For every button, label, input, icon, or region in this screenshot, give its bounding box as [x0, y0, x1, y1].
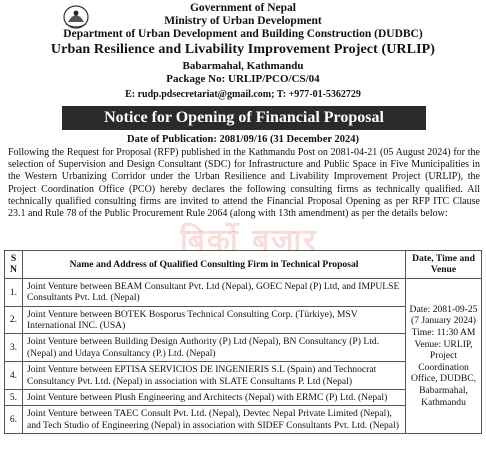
row-firm-name: Joint Venture between Building Design Authority (P) Ltd (Nepal), BN Consultancy (P) Ltd. (Nepal) and Udaya Consultancy (P.) Ltd. (Nepal): [22, 334, 405, 362]
row-sn: 3.: [5, 334, 23, 362]
package-number: Package No: URLIP/PCO/CS/04: [166, 73, 320, 85]
table-row: [5, 278, 482, 306]
office-address: Babarmahal, Kathmandu: [182, 60, 304, 72]
ministry-title: Ministry of Urban Development: [164, 15, 322, 27]
notice-body: Following the Request for Proposal (RFP) published in the Kathmandu Post on 2081-04-21 (05 August 2024) for the selection of Supervision and Design Consultant (SDC) for Infrastructure and Public Space in Five Municipalities in the Western Urbanizing Corridor under the Urban Resilience and Livability Improvement Project (URLIP), the Project Coordination Office (PCO) hereby declares the following consulting firms as technically qualified. All technically qualified consulting firms are invited to attend the Financial Proposal Opening as per RFP ITC Clause 23.1 and Rule 78 of the Public Procurement Rule 2064 (along with 13th amendment) as per the details below:: [8, 147, 480, 220]
venue-line-4: Office, DUDBC,: [410, 373, 477, 385]
notice-title-banner: Notice for Opening of Financial Proposal: [62, 106, 426, 130]
venue-cell: [406, 278, 482, 433]
venue-label: Venue: URLIP,: [414, 338, 473, 350]
header-firm-name: Name and Address of Qualified Consulting Firm in Technical Proposal: [22, 251, 405, 279]
venue-line-5: Babarmahal,: [419, 385, 468, 397]
row-firm-name: Joint Venture between BEAM Consultant Pvt. Ltd (Nepal), GOEC Nepal (P) Ltd, and IMPULSE Consultants Pvt. Ltd. (Nepal): [22, 278, 405, 306]
government-title: Government of Nepal: [189, 2, 297, 14]
venue-date: Date: 2081-09-25: [409, 303, 478, 315]
row-sn: 5.: [5, 390, 23, 406]
watermark: बिर्को बजार: [180, 223, 318, 258]
header-venue: Date, Time and Venue: [406, 251, 482, 279]
publication-date: Date of Publication: 2081/09/16 (31 December 2024): [127, 134, 359, 145]
qualified-firms-table: [4, 250, 482, 434]
venue-date-ad: (7 January 2024): [411, 315, 477, 327]
table-header-row: [5, 251, 482, 279]
row-firm-name: Joint Venture between EPTISA SERVICIOS DE INGENIERIS S.L (Spain) and Technocrat Consultancy Pvt. Ltd. (Nepal) in association with SLATE Consultants P. Ltd (Nepal): [22, 362, 405, 390]
venue-line-3: Coordination: [418, 361, 469, 373]
row-firm-name: Joint Venture between Plush Engineering and Architects (Nepal) with ERMC (P) Ltd. (Nepal): [22, 390, 405, 406]
row-sn: 2.: [5, 306, 23, 334]
venue-time: Time: 11:30 AM: [411, 327, 476, 339]
row-sn: 1.: [5, 278, 23, 306]
row-sn: 6.: [5, 406, 23, 434]
department-title: Department of Urban Development and Building Construction (DUDBC): [63, 28, 423, 40]
header-sn: S N: [5, 251, 23, 279]
venue-line-2: Project: [429, 350, 458, 362]
row-firm-name: Joint Venture between BOTEK Bosporus Technical Consulting Corp. (Türkiye), MSV International INC. (USA): [22, 306, 405, 334]
row-sn: 4.: [5, 362, 23, 390]
venue-line-6: Kathmandu: [421, 396, 466, 408]
project-title: Urban Resilience and Livability Improvement Project (URLIP): [50, 42, 436, 57]
contact-info: E: rudp.pdsecretariat@gmail.com; T: +977-01-5362729: [125, 89, 361, 100]
row-firm-name: Joint Venture between TAEC Consult Pvt. Ltd. (Nepal), Devtec Nepal Private Limited (Nepal), and Tech Studio of Engineering (Nepal) in association with SIDEF Consultants Pvt. Ltd. (Nepal): [22, 406, 405, 434]
